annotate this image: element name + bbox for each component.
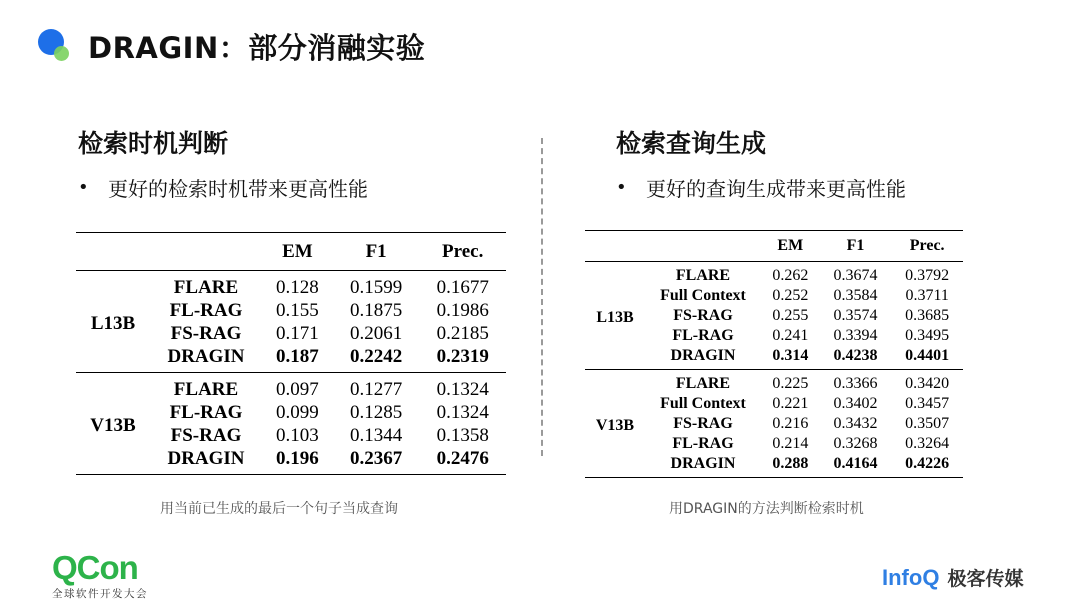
prec-value: 0.2319 [436, 345, 489, 367]
group-label: V13B [595, 416, 635, 434]
em-value: 0.171 [276, 322, 319, 344]
model-name: FS-RAG [170, 322, 242, 344]
em-value: 0.225 [772, 375, 809, 392]
em-value: 0.099 [276, 401, 319, 423]
header-cell-model [150, 233, 262, 271]
f1-value: 0.3574 [833, 307, 878, 324]
qcon-subtitle: 全球软件开发大会 [52, 588, 148, 600]
right-bullet [616, 173, 906, 202]
right-bullet-text: 更好的查询生成带来更高性能 [646, 177, 906, 201]
left-section-title: 检索时机判断 [78, 129, 229, 158]
prec-value: 0.1677 [436, 276, 489, 298]
model-name: FL-RAG [169, 299, 243, 321]
header-cell-group [76, 233, 150, 271]
f1-value: 0.4164 [833, 455, 878, 472]
em-value: 0.103 [276, 424, 319, 446]
header-cell-f1: F1 [846, 237, 865, 254]
bullet-icon: • [616, 177, 627, 198]
table-row [76, 271, 506, 300]
em-value: 0.252 [772, 287, 809, 304]
left-bullet [78, 173, 368, 202]
f1-value: 0.1285 [349, 401, 403, 423]
table-row [585, 370, 963, 395]
right-section-title: 检索查询生成 [616, 129, 767, 158]
table-group-v13b [585, 370, 963, 478]
f1-value: 0.1277 [349, 378, 403, 400]
f1-value: 0.2061 [349, 322, 403, 344]
f1-value: 0.3402 [833, 395, 878, 412]
f1-value: 0.3366 [833, 375, 878, 392]
model-name: FLARE [675, 267, 731, 284]
table-group-v13b [76, 373, 506, 475]
prec-value: 0.3685 [905, 307, 950, 324]
prec-value: 0.2476 [436, 447, 489, 469]
prec-value: 0.3711 [905, 287, 949, 304]
model-name: FLARE [675, 375, 731, 392]
prec-value: 0.3507 [905, 415, 950, 432]
prec-value: 0.2185 [436, 322, 489, 344]
prec-value: 0.1324 [436, 401, 489, 423]
f1-value: 0.3268 [833, 435, 878, 452]
header-cell-em: EM [777, 237, 804, 254]
f1-value: 0.3394 [833, 327, 878, 344]
group-label: L13B [596, 308, 634, 326]
model-name: DRAGIN [167, 447, 245, 469]
em-value: 0.214 [772, 435, 809, 452]
model-name: FS-RAG [170, 424, 242, 446]
group-label: V13B [90, 415, 136, 436]
table-group-l13b [76, 271, 506, 373]
f1-value: 0.2242 [349, 345, 403, 367]
prec-value: 0.3264 [905, 435, 950, 452]
header-cell-f1: F1 [365, 240, 387, 262]
table-header-row [585, 231, 963, 262]
prec-value: 0.3792 [905, 267, 950, 284]
model-name: FLARE [173, 378, 239, 400]
em-value: 0.196 [276, 447, 319, 469]
slide-header [38, 26, 425, 67]
prec-value: 0.1324 [436, 378, 489, 400]
em-value: 0.255 [772, 307, 809, 324]
model-name: Full Context [660, 287, 746, 304]
header-cell-em: EM [282, 240, 313, 262]
header-cell-group [585, 231, 645, 262]
model-name: FL-RAG [169, 401, 243, 423]
f1-value: 0.1599 [349, 276, 403, 298]
model-name: DRAGIN [670, 347, 736, 364]
page-title: DRAGIN：部分消融实验 [88, 31, 426, 65]
prec-value: 0.4226 [905, 455, 950, 472]
infoq-brand-text: 极客传媒 [947, 568, 1024, 590]
left-caption: 用当前已生成的最后一个句子当成查询 [160, 501, 398, 517]
model-name: FL-RAG [672, 327, 734, 344]
left-results-table [76, 232, 506, 475]
f1-value: 0.2367 [349, 447, 403, 469]
section-divider [541, 138, 543, 456]
model-name: DRAGIN [670, 455, 736, 472]
table-header-row [76, 233, 506, 271]
prec-value: 0.3495 [905, 327, 950, 344]
em-value: 0.097 [276, 378, 319, 400]
em-value: 0.221 [772, 395, 809, 412]
f1-value: 0.3584 [833, 287, 878, 304]
f1-value: 0.3674 [833, 267, 878, 284]
em-value: 0.288 [772, 455, 809, 472]
em-value: 0.128 [276, 276, 319, 298]
model-name: FL-RAG [672, 435, 734, 452]
f1-value: 0.3432 [833, 415, 878, 432]
f1-value: 0.1875 [349, 299, 403, 321]
model-name: FS-RAG [673, 415, 733, 432]
em-value: 0.262 [772, 267, 809, 284]
table-row [585, 262, 963, 287]
prec-value: 0.1986 [436, 299, 489, 321]
model-name: FLARE [173, 276, 239, 298]
group-label: L13B [90, 313, 136, 334]
table-row [76, 373, 506, 402]
em-value: 0.216 [772, 415, 809, 432]
prec-value: 0.1358 [436, 424, 489, 446]
f1-value: 0.1344 [349, 424, 403, 446]
prec-value: 0.3457 [905, 395, 950, 412]
model-name: DRAGIN [167, 345, 245, 367]
model-name: Full Context [660, 395, 746, 412]
em-value: 0.314 [772, 347, 809, 364]
table-group-l13b [585, 262, 963, 370]
bullet-icon: • [78, 177, 89, 198]
em-value: 0.187 [276, 345, 319, 367]
left-bullet-text: 更好的检索时机带来更高性能 [108, 177, 368, 201]
qcon-logo-text: QCon [52, 549, 138, 586]
header-cell-prec: Prec. [442, 240, 484, 262]
infoq-logo [882, 564, 1023, 591]
prec-value: 0.3420 [905, 375, 950, 392]
header-cell-model [645, 231, 761, 262]
infoq-logo-text: InfoQ [882, 564, 940, 590]
right-results-table [585, 230, 963, 478]
title-dot-icon [38, 29, 74, 65]
f1-value: 0.4238 [833, 347, 878, 364]
header-cell-prec: Prec. [909, 237, 945, 254]
em-value: 0.241 [772, 327, 809, 344]
model-name: FS-RAG [673, 307, 733, 324]
right-caption: 用DRAGIN的方法判断检索时机 [669, 501, 864, 517]
em-value: 0.155 [276, 299, 319, 321]
qcon-logo [52, 549, 148, 601]
prec-value: 0.4401 [905, 347, 950, 364]
